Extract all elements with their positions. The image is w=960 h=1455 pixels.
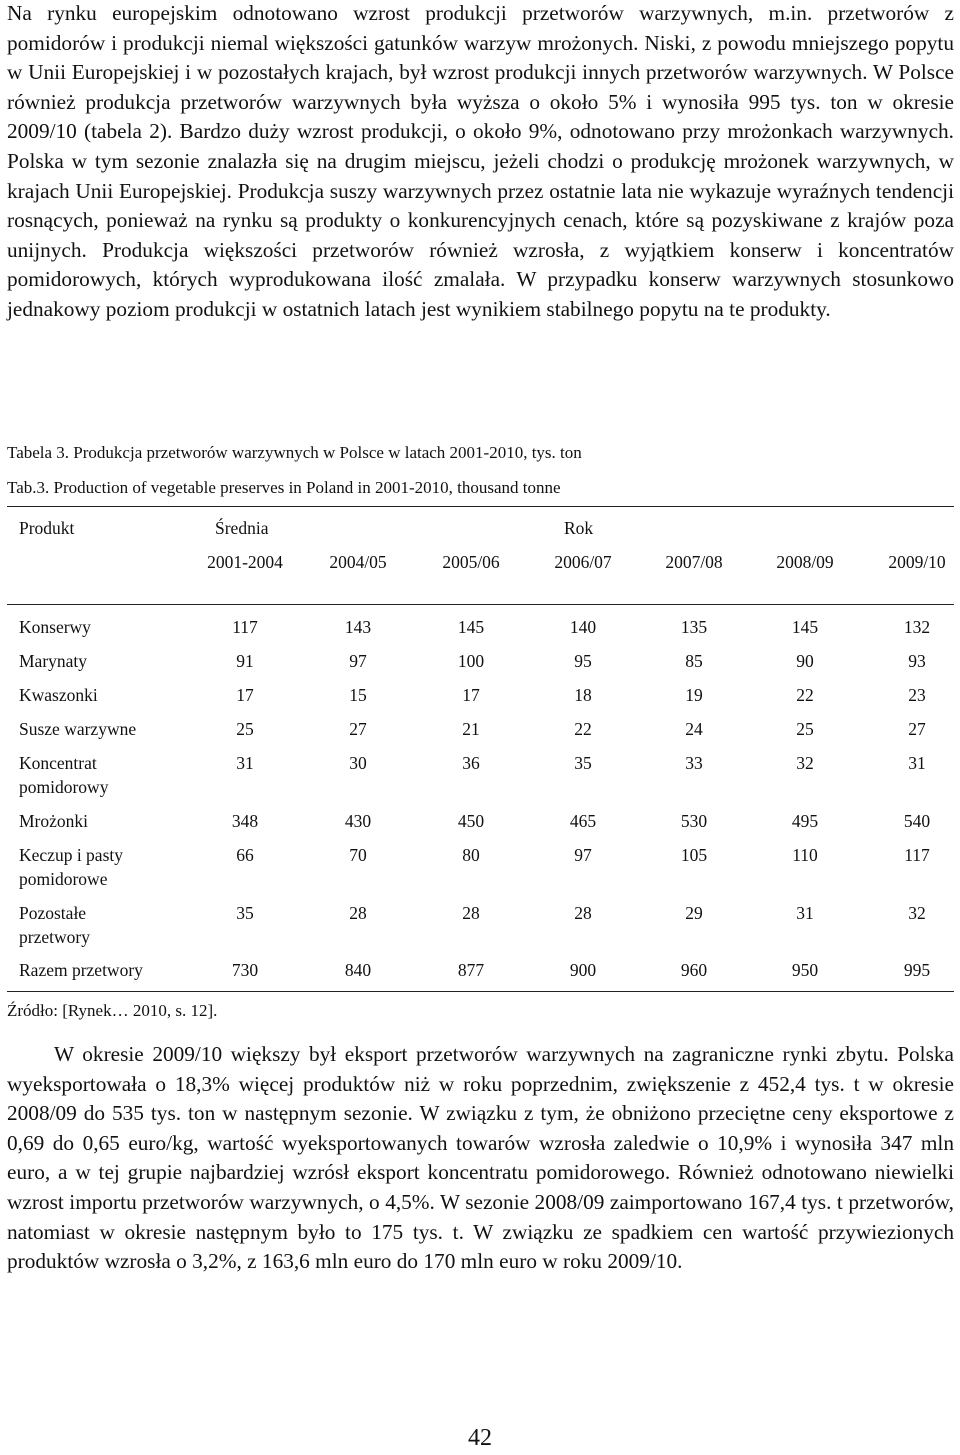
table-cell: 25	[236, 719, 254, 739]
table-cell: 27	[908, 719, 926, 739]
table-cell: 35	[574, 753, 592, 773]
row-label: Keczup i pasty pomidorowe	[19, 845, 123, 889]
column-header: 2005/06	[442, 552, 500, 572]
table-cell: 28	[462, 903, 480, 923]
table-cell: 19	[685, 685, 703, 705]
table-cell: 877	[457, 960, 485, 980]
table-cell: 110	[792, 845, 818, 865]
table-cell: 28	[349, 903, 367, 923]
table-cell: 32	[796, 753, 814, 773]
table-cell: 25	[796, 719, 814, 739]
table-cell: 430	[344, 811, 372, 831]
table-caption-english: Tab.3. Production of vegetable preserves in Poland in 2001-2010, thousand tonne	[7, 478, 561, 497]
row-label: Pozostałe przetwory	[19, 903, 90, 947]
row-label: Razem przetwory	[19, 960, 143, 980]
table-cell: 730	[231, 960, 259, 980]
column-header: 2008/09	[776, 552, 834, 572]
column-header: 2007/08	[665, 552, 723, 572]
row-label: Kwaszonki	[19, 685, 98, 705]
body-paragraph-2: W okresie 2009/10 większy był eksport przetworów warzywnych na zagraniczne rynki zbytu. Polska wyeksportowała o 18,3% więcej produktów niż w roku poprzednim, zwiększenie z 452,4 tys. t w okresie 2008/09 do 535 tys. ton w następnym sezonie. W związku z tym, że obniżono przeciętne ceny eksportowe z 0,69 do 0,65 euro/kg, wartość wyeksportowanych towarów wzrosła zaledwie o 10,9% i wynosiła 347 mln euro, a w tej grupie najbardziej wzrósł eksport koncentratu pomidorowego. Również odnotowano niewielki wzrost importu przetworów warzywnych, o 4,5%. W sezonie 2008/09 zaimportowano 167,4 tys. t przetworów, natomiast w okresie następnym było to 175 tys. t. W związku ze spadkiem cen wartość przywiezionych produktów wzrosła o 3,2%, z 163,6 mln euro do 170 mln euro w roku 2009/10.	[7, 1042, 954, 1274]
body-paragraph-1: Na rynku europejskim odnotowano wzrost produkcji przetworów warzywnych, m.in. przetworów z pomidorów i produkcji niemal większości gatunków warzyw mrożonych. Niski, z powodu mniejszego popytu w Unii Europejskiej i w pozostałych krajach, był wzrost produkcji innych przetworów warzywnych. W Polsce również produkcja przetworów warzywnych była wyższa o około 5% i wynosiła 995 tys. ton w okresie 2009/10 (tabela 2). Bardzo duży wzrost produkcji, o około 9%, odnotowano przy mrożonkach warzywnych. Polska w tym sezonie znalazła się na drugim miejscu, jeżeli chodzi o produkcję mrożonek warzywnych, w krajach Unii Europejskiej. Produkcja suszy warzywnych przez ostatnie lata nie wykazuje wyraźnych tendencji rosnących, ponieważ na rynku są produkty o konkurencyjnych cenach, które są pozyskiwane z krajów poza unijnych. Produkcja większości przetworów również wzrosła, z wyjątkiem konserw i koncentratów pomidorowych, których wyprodukowana ilość zmalała. W przypadku konserw warzywnych stosunkowo jednakowy poziom produkcji w ostatnich latach jest wynikiem stabilnego popytu na te produkty.	[7, 1, 954, 321]
table-cell: 540	[903, 811, 931, 831]
table-cell: 17	[462, 685, 480, 705]
table-cell: 93	[908, 651, 926, 671]
table-cell: 97	[574, 845, 592, 865]
table-cell: 31	[236, 753, 254, 773]
table-cell: 495	[791, 811, 819, 831]
table-cell: 90	[796, 651, 814, 671]
table-cell: 22	[574, 719, 592, 739]
table-header-rule	[7, 604, 954, 605]
table-cell: 117	[232, 617, 258, 637]
table-cell: 28	[574, 903, 592, 923]
table-cell: 18	[574, 685, 592, 705]
table-cell: 900	[569, 960, 597, 980]
source-note: Źródło: [Rynek… 2010, s. 12].	[7, 1001, 218, 1020]
header-product: Produkt	[19, 518, 75, 538]
table-cell: 995	[903, 960, 931, 980]
table-caption-polish: Tabela 3. Produkcja przetworów warzywnych w Polsce w latach 2001-2010, tys. ton	[7, 443, 582, 462]
header-year: Rok	[564, 518, 594, 538]
column-header: 2004/05	[329, 552, 387, 572]
table-bottom-rule	[7, 991, 954, 992]
table-cell: 950	[791, 960, 819, 980]
table-cell: 117	[904, 845, 930, 865]
table-cell: 80	[462, 845, 480, 865]
table-cell: 70	[349, 845, 367, 865]
row-label: Mrożonki	[19, 811, 89, 831]
table-cell: 36	[462, 753, 480, 773]
table-cell: 132	[903, 617, 931, 637]
table-cell: 31	[796, 903, 814, 923]
table-cell: 840	[344, 960, 372, 980]
table-cell: 145	[457, 617, 485, 637]
table-cell: 97	[349, 651, 367, 671]
row-label: Marynaty	[19, 651, 88, 671]
table-cell: 66	[236, 845, 254, 865]
table-cell: 91	[236, 651, 254, 671]
table-cell: 135	[680, 617, 708, 637]
column-header: 2009/10	[888, 552, 946, 572]
table-cell: 960	[680, 960, 708, 980]
table-cell: 33	[685, 753, 703, 773]
table-cell: 29	[685, 903, 703, 923]
header-average: Średnia	[215, 518, 269, 538]
table-cell: 530	[680, 811, 708, 831]
table-cell: 85	[685, 651, 703, 671]
column-header: 2006/07	[554, 552, 612, 572]
table-top-rule	[7, 506, 954, 507]
table-cell: 15	[349, 685, 367, 705]
table-cell: 348	[231, 811, 259, 831]
table-cell: 22	[796, 685, 814, 705]
table-cell: 31	[908, 753, 926, 773]
table-cell: 21	[462, 719, 480, 739]
table-cell: 145	[791, 617, 819, 637]
table-cell: 105	[680, 845, 708, 865]
table-cell: 95	[574, 651, 592, 671]
table-cell: 140	[569, 617, 597, 637]
table-cell: 450	[457, 811, 485, 831]
table-cell: 100	[457, 651, 485, 671]
table-cell: 17	[236, 685, 254, 705]
table-cell: 465	[569, 811, 597, 831]
table-cell: 30	[349, 753, 367, 773]
column-header: 2001-2004	[207, 552, 283, 572]
row-label: Susze warzywne	[19, 719, 137, 739]
table-cell: 143	[344, 617, 372, 637]
table-cell: 24	[685, 719, 703, 739]
table-cell: 27	[349, 719, 367, 739]
table-cell: 35	[236, 903, 254, 923]
page-number: 42	[468, 1425, 492, 1451]
table-cell: 32	[908, 903, 926, 923]
table-cell: 23	[908, 685, 926, 705]
row-label: Koncentrat pomidorowy	[19, 753, 109, 797]
row-label: Konserwy	[19, 617, 91, 637]
